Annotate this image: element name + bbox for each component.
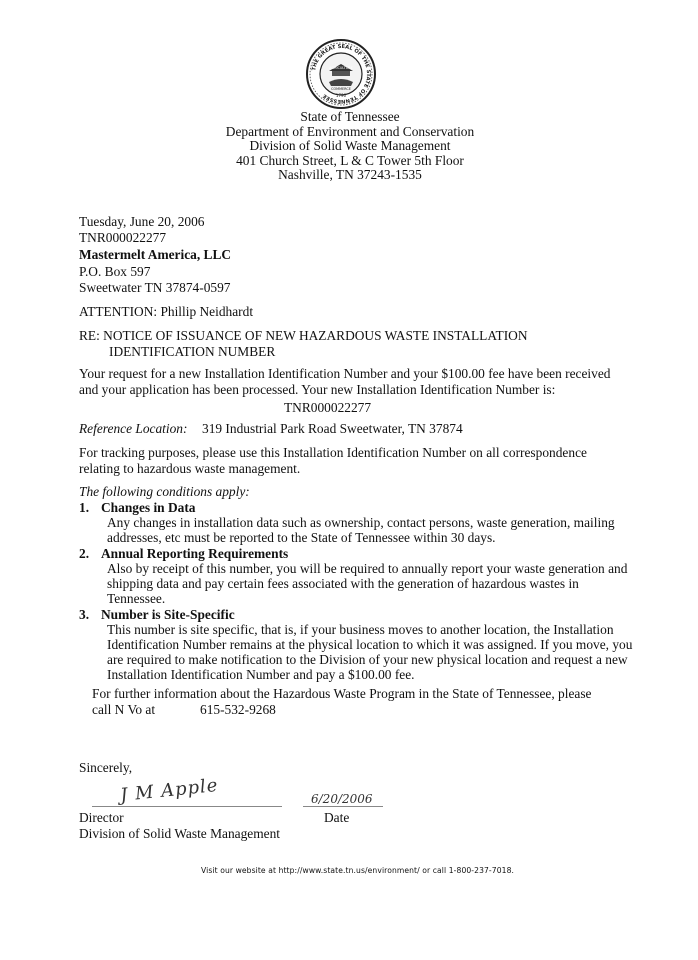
body-para1-line2: and your application has been processed. Your new Installation Identification Number is: <box>79 382 556 397</box>
condition-3-line1: This number is site specific, that is, if your business moves to another location, the Installation <box>107 622 614 637</box>
closing-division: Division of Solid Waste Management <box>79 826 280 841</box>
letterhead-state: State of Tennessee <box>300 109 400 124</box>
re-line-2: IDENTIFICATION NUMBER <box>109 344 276 359</box>
condition-2-line3: Tennessee. <box>107 591 166 606</box>
condition-1-line1: Any changes in installation data such as ownership, contact persons, waste generation, mailing <box>107 515 615 530</box>
letterhead-street: 401 Church Street, L & C Tower 5th Floor <box>236 152 464 168</box>
condition-3-number: 3. <box>79 607 90 622</box>
state-seal <box>305 38 377 110</box>
date-line <box>303 806 383 807</box>
conditions-intro: The following conditions apply: <box>79 484 250 499</box>
closing-date-label: Date <box>324 810 350 825</box>
condition-3-title: Number is Site-Specific <box>101 607 235 622</box>
attention-line: ATTENTION: Phillip Neidhardt <box>79 304 254 319</box>
seal-ring-text: THE GREAT SEAL OF THE STATE OF TENNESSEE <box>311 43 372 105</box>
body-para1-line1: Your request for a new Installation Identification Number and your $100.00 fee have been received <box>79 366 611 381</box>
seal-inner-top: AGRICULTURE <box>329 66 353 70</box>
condition-2-line2: shipping data and pay certain fees associated with the generation of hazardous wastes in <box>107 576 579 591</box>
closing-sincerely: Sincerely, <box>79 760 133 775</box>
recipient-company: Mastermelt America, LLC <box>79 247 232 262</box>
condition-2-title: Annual Reporting Requirements <box>101 546 289 561</box>
letterhead-division: Division of Solid Waste Management <box>249 138 451 153</box>
director-signature: J M Apple <box>119 774 220 807</box>
recipient-id: TNR000022277 <box>79 230 167 245</box>
condition-2-number: 2. <box>79 546 90 561</box>
closing-title: Director <box>79 810 124 825</box>
condition-1-title: Changes in Data <box>101 500 196 515</box>
seal-year: 1796 <box>335 93 347 98</box>
signature-date: 6/20/2006 <box>311 792 373 806</box>
recipient-address-2: Sweetwater TN 37874-0597 <box>79 280 231 295</box>
reference-location-label: Reference Location: <box>79 421 188 436</box>
condition-3-line3: are required to make notification to the Division of your new physical location and request a new <box>107 652 628 667</box>
page-footer: Visit our website at http://www.state.tn.us/environment/ or call 1-800-237-7018. <box>201 866 515 875</box>
tracking-line1: For tracking purposes, please use this Installation Identification Number on all correspondence <box>79 445 587 460</box>
condition-1-line2: addresses, etc must be reported to the State of Tennessee within 30 days. <box>107 530 496 545</box>
further-info-phone: 615-532-9268 <box>200 702 276 717</box>
condition-1-number: 1. <box>79 500 90 515</box>
tracking-line2: relating to hazardous waste management. <box>79 461 301 476</box>
condition-3-line2: Identification Number remains at the physical location to which it was assigned. If you move, you <box>107 637 633 652</box>
letterhead-city: Nashville, TN 37243-1535 <box>278 167 422 182</box>
seal-inner-bottom: COMMERCE <box>331 87 351 91</box>
re-line-1: RE: NOTICE OF ISSUANCE OF NEW HAZARDOUS WASTE INSTALLATION <box>79 328 528 343</box>
further-info-call-label: call N Vo at <box>92 702 156 717</box>
installation-id-number: TNR000022277 <box>284 400 372 415</box>
letterhead <box>190 110 510 183</box>
reference-location-value: 319 Industrial Park Road Sweetwater, TN 37874 <box>202 421 463 436</box>
letterhead-department: Department of Environment and Conservation <box>225 123 475 139</box>
further-info-line1: For further information about the Hazardous Waste Program in the State of Tennessee, please <box>92 686 592 701</box>
signature-line <box>92 806 282 807</box>
recipient-address-1: P.O. Box 597 <box>79 264 151 279</box>
letter-date: Tuesday, June 20, 2006 <box>79 214 205 229</box>
condition-2-line1: Also by receipt of this number, you will be required to annually report your waste generation and <box>107 561 628 576</box>
condition-3-line4: Installation Identification Number and pay a $100.00 fee. <box>107 667 415 682</box>
